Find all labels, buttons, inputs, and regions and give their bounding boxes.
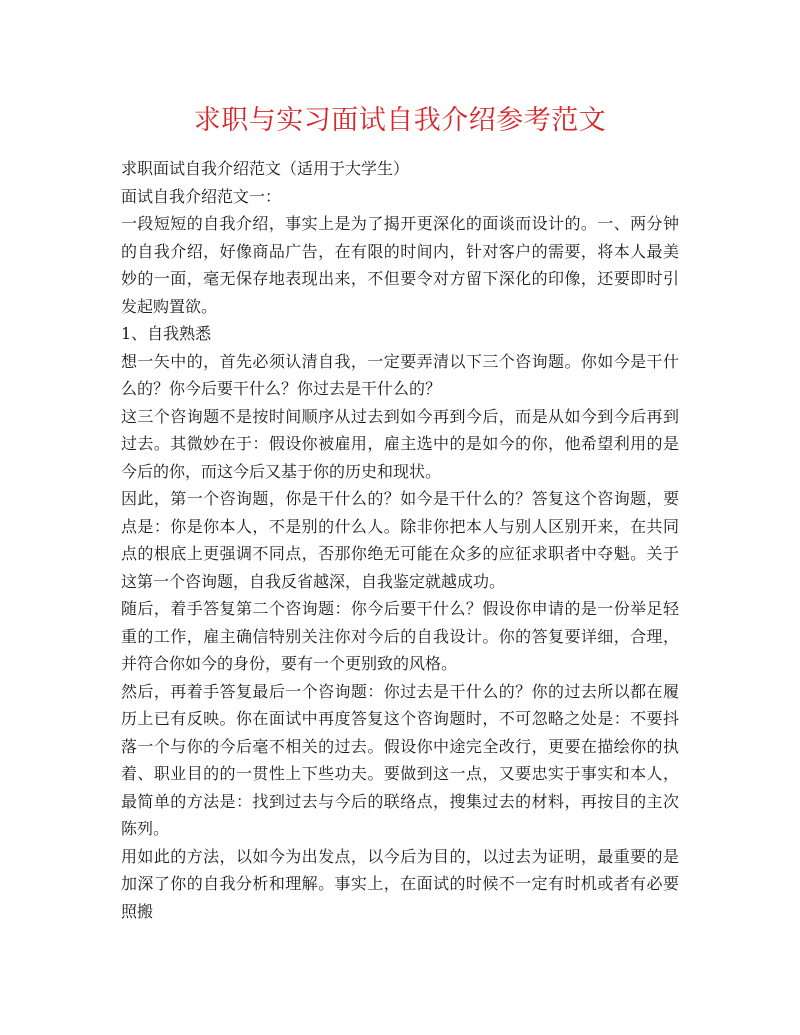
sample-heading: 面试自我介绍范文一： <box>121 186 282 206</box>
body-paragraph: 随后，着手答复第二个咨询题：你今后要干什么？假设你申请的是一份举足轻重的工作，雇主确信特别关注你对今后的自我设计。你的答复要详细，合理，并符合你如今的身份，要有一个更别致的风格。 <box>121 599 679 673</box>
subtitle-paragraph: 求职面试自我介绍范文（适用于大学生） <box>121 159 410 178</box>
intro-paragraph: 一段短短的自我介绍，事实上是为了揭开更深化的面谈而设计的。一、两分钟的自我介绍，好像商品广告，在有限的时间内，针对客户的需要，将本人最美妙的一面，毫无保存地表现出来，不但要令对方留下深化的印像，还要即时引发起购置欲。 <box>121 214 679 316</box>
section-heading-self-awareness: 1、自我熟悉 <box>121 324 212 343</box>
body-paragraph: 然后，再着手答复最后一个咨询题：你过去是干什么的？你的过去所以都在履历上已有反映。你在面试中再度答复这个咨询题时，不可忽略之处是：不要抖落一个与你的今后毫不相关的过去。假设你中途完全改行，更要在描绘你的执着、职业目的的一贯性上下些功夫。要做到这一点，又要忠实于事实和本人，最简单的方法是：找到过去与今后的联络点，搜集过去的材料，再按目的主次陈列。 <box>121 681 679 838</box>
body-paragraph: 因此，第一个咨询题，你是干什么的？如今是干什么的？答复这个咨询题，要点是：你是你本人，不是别的什么人。除非你把本人与别人区别开来，在共同点的根底上更强调不同点，否那你绝无可能在众多的应征求职者中夺魁。关于这第一个咨询题，自我反省越深，自我鉴定就越成功。 <box>121 489 679 591</box>
body-paragraph: 用如此的方法，以如今为出发点，以今后为目的，以过去为证明，最重要的是加深了你的自我分析和理解。事实上，在面试的时候不一定有时机或者有必要照搬 <box>121 846 679 921</box>
body-paragraph: 想一矢中的，首先必须认清自我，一定要弄清以下三个咨询题。你如今是干什么的？你今后要干什么？你过去是干什么的？ <box>121 351 679 398</box>
body-paragraph: 这三个咨询题不是按时间顺序从过去到如今再到今后，而是从如今到今后再到过去。其微妙在于：假设你被雇用，雇主选中的是如今的你，他希望利用的是今后的你，而这今后又基于你的历史和现状。 <box>121 406 679 481</box>
document-title: 求职与实习面试自我介绍参考范文 <box>193 105 607 136</box>
